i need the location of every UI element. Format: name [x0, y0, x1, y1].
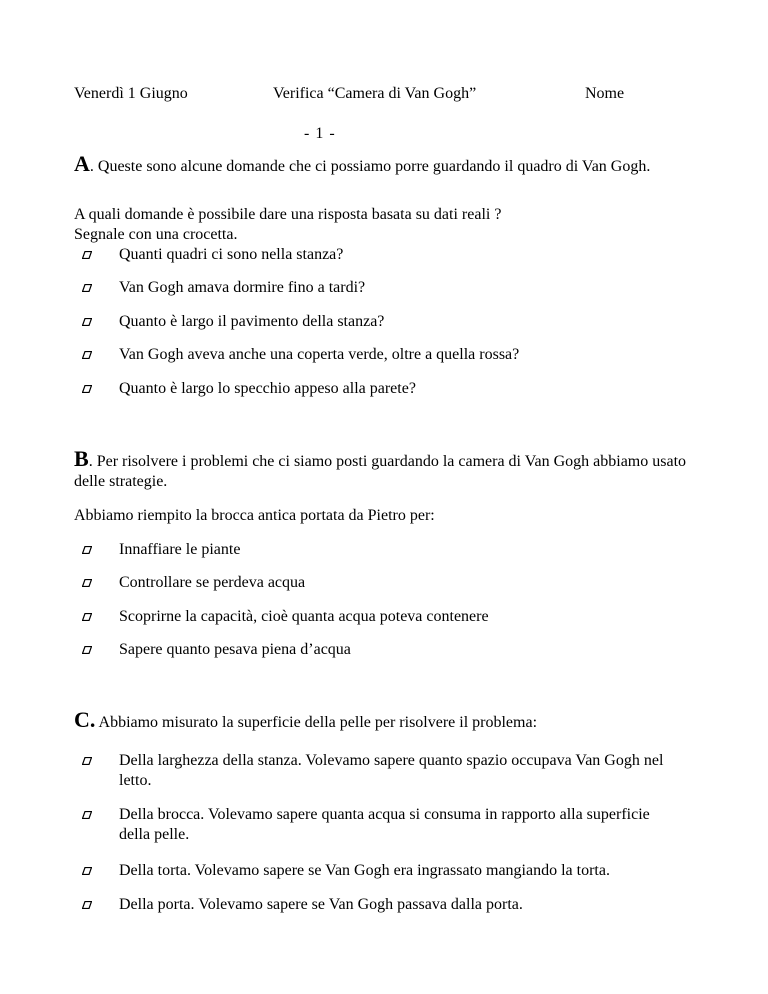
checkbox-icon[interactable]: [82, 805, 96, 825]
section-b-intro-text: . Per risolvere i problemi che ci siamo posti guardando la camera di Van Gogh abbiamo usato delle strategie.: [74, 453, 687, 490]
section-a-option[interactable]: [82, 278, 682, 298]
checkbox-icon[interactable]: [82, 312, 96, 332]
section-c-intro: [74, 707, 714, 733]
header-date: Venerdì 1 Giugno: [74, 85, 188, 102]
checkbox-icon[interactable]: [82, 573, 96, 593]
checkbox-icon[interactable]: [82, 895, 96, 915]
option-label: Innaffiare le piante: [119, 541, 241, 558]
checkbox-icon[interactable]: [82, 379, 96, 399]
section-b-letter: B: [74, 446, 89, 471]
checkbox-icon[interactable]: [82, 345, 96, 365]
option-label: Scoprirne la capacità, cioè quanta acqua poteva contenere: [119, 608, 489, 625]
option-label: Van Gogh aveva anche una coperta verde, oltre a quella rossa?: [119, 346, 520, 363]
option-label: Della brocca. Volevamo sapere quanta acqua si consuma in rapporto alla superficie della pelle.: [119, 806, 650, 843]
section-b-option[interactable]: [82, 640, 682, 660]
header-title: Verifica “Camera di Van Gogh”: [273, 85, 477, 102]
section-a-option[interactable]: [82, 312, 682, 332]
header-name-label: Nome: [585, 85, 625, 102]
checkbox-icon[interactable]: [82, 245, 96, 265]
section-a-intro: [74, 151, 714, 177]
section-a-instruction: Segnale con una crocetta.: [74, 226, 238, 243]
section-a-option[interactable]: [82, 379, 682, 399]
section-b-option[interactable]: [82, 540, 682, 560]
checkbox-icon[interactable]: [82, 861, 96, 881]
option-label: Sapere quanto pesava piena d’acqua: [119, 641, 351, 658]
section-a-question: A quali domande è possibile dare una risposta basata su dati reali ?: [74, 206, 502, 223]
page-number: - 1 -: [304, 125, 336, 142]
checkbox-icon[interactable]: [82, 640, 96, 660]
option-label: Quanto è largo lo specchio appeso alla parete?: [119, 380, 416, 397]
checkbox-icon[interactable]: [82, 278, 96, 298]
section-c-option[interactable]: [82, 895, 682, 915]
checkbox-icon[interactable]: [82, 607, 96, 627]
section-b-intro: [74, 446, 714, 492]
option-label: Della torta. Volevamo sapere se Van Gogh era ingrassato mangiando la torta.: [119, 862, 610, 879]
section-b-option[interactable]: [82, 573, 682, 593]
section-c-intro-text: Abbiamo misurato la superficie della pelle per risolvere il problema:: [95, 714, 538, 731]
option-label: Controllare se perdeva acqua: [119, 574, 306, 591]
option-label: Quanti quadri ci sono nella stanza?: [119, 246, 344, 263]
section-b-option[interactable]: [82, 607, 682, 627]
section-a-intro-text: . Queste sono alcune domande che ci possiamo porre guardando il quadro di Van Gogh.: [89, 158, 651, 175]
option-label: Quanto è largo il pavimento della stanza?: [119, 313, 385, 330]
section-a-letter: A: [74, 151, 90, 176]
section-c-option[interactable]: [82, 861, 682, 881]
section-c-option[interactable]: [82, 805, 682, 845]
section-a-option[interactable]: [82, 245, 682, 265]
option-label: Della porta. Volevamo sapere se Van Gogh passava dalla porta.: [119, 896, 523, 913]
section-c-letter: C.: [74, 707, 96, 732]
checkbox-icon[interactable]: [82, 540, 96, 560]
section-c-option[interactable]: [82, 751, 682, 791]
section-b-question: Abbiamo riempito la brocca antica portata da Pietro per:: [74, 507, 435, 524]
option-label: Della larghezza della stanza. Volevamo sapere quanto spazio occupava Van Gogh nel letto.: [119, 752, 664, 789]
checkbox-icon[interactable]: [82, 751, 96, 771]
option-label: Van Gogh amava dormire fino a tardi?: [119, 279, 366, 296]
section-a-option[interactable]: [82, 345, 682, 365]
